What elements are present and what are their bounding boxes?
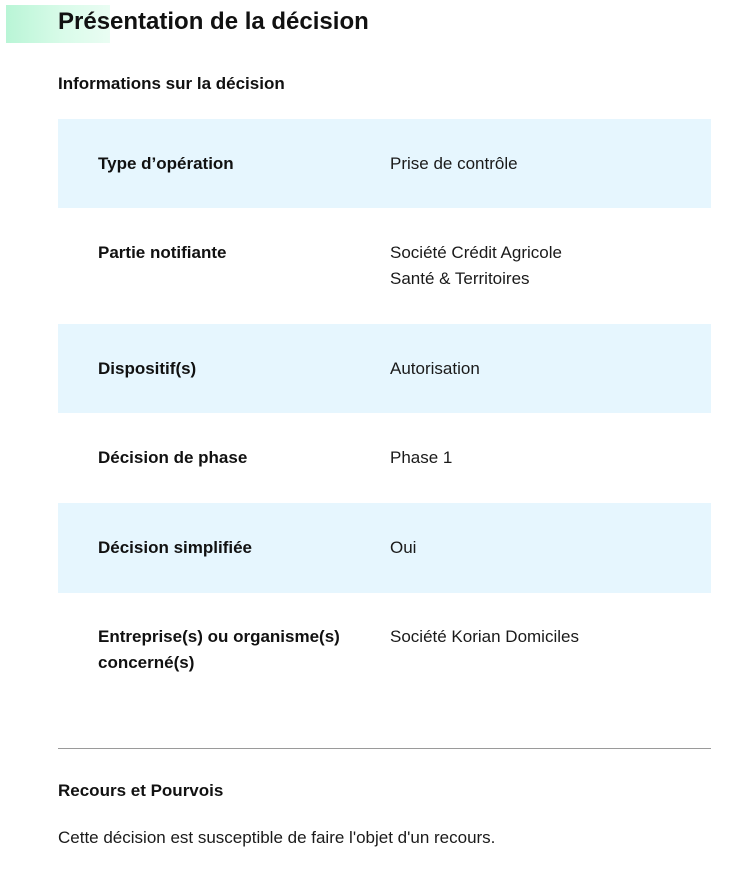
row-label: Dispositif(s) [98,359,197,378]
row-label: Décision de phase [98,448,248,467]
section-divider [58,748,711,749]
decision-info-table [58,119,711,683]
page-title: Présentation de la décision [58,8,369,35]
row-value: Oui [390,538,417,557]
row-label-line: concerné(s) [98,653,195,672]
row-label: Décision simplifiée [98,538,252,557]
decision-presentation [58,0,711,847]
row-label [58,593,390,683]
row-label: Partie notifiante [98,243,227,262]
appeal-section-title: Recours et Pourvois [58,781,224,800]
row-value: Société Korian Domiciles [390,627,579,646]
row-label: Type d’opération [98,154,234,173]
row-value: Autorisation [390,359,480,378]
table-row-mechanism [58,324,711,413]
row-value: Phase 1 [390,448,453,467]
info-section-title: Informations sur la décision [58,74,285,93]
row-value [390,208,711,324]
table-row-concerned-entities [58,593,711,683]
appeal-section-text: Cette décision est susceptible de faire l'objet d'un recours. [58,828,496,847]
table-row-notifying-party [58,208,711,324]
row-value: Prise de contrôle [390,154,518,173]
table-row-phase-decision [58,413,711,503]
row-value-line: Société Crédit Agricole [390,243,562,262]
table-row-simplified-decision [58,503,711,593]
row-value-line: Santé & Territoires [390,269,530,288]
table-row-operation-type [58,119,711,208]
row-label-line: Entreprise(s) ou organisme(s) [98,627,340,646]
